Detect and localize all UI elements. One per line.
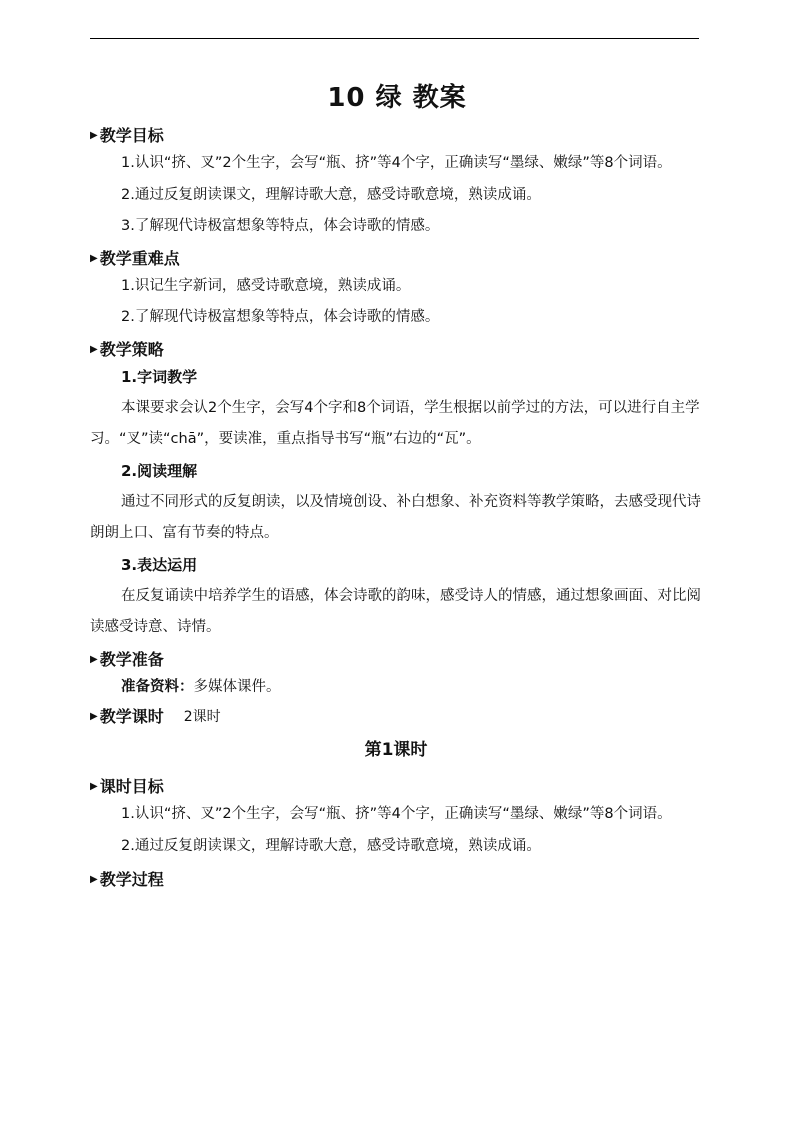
section-heading-key-points: ▶ 教学重难点 (90, 247, 702, 271)
triangle-bullet-icon: ▶ (90, 711, 98, 722)
triangle-bullet-icon: ▶ (90, 653, 98, 665)
section-heading-process: ▶ 教学过程 (90, 868, 702, 892)
preparation-label: 准备资料： (121, 678, 194, 695)
strategy-subheading: 3.表达运用 (121, 555, 198, 574)
triangle-bullet-icon: ▶ (90, 343, 98, 355)
header-rule (90, 38, 699, 39)
lesson-goal-item: 2.通过反复朗读课文，理解诗歌大意，感受诗歌意境，熟读成诵。 (121, 837, 541, 854)
goal-item: 1.认识“挤、叉”2个生字，会写“瓶、挤”等4个字，正确读写“墨绿、嫩绿”等8个词语。 (121, 155, 672, 171)
preparation-value: 多媒体课件。 (193, 678, 281, 695)
triangle-bullet-icon: ▶ (90, 781, 98, 792)
strategy-subheading: 1.字词教学 (121, 367, 198, 386)
strategy-text: 在反复诵读中培养学生的语感，体会诗歌的韵味，感受诗人的情感，通过想象画面、对比阅读感受诗意、诗情。 (90, 587, 701, 635)
document-title: 10 绿 教案 (327, 83, 467, 113)
section-heading-lesson-goals: ▶ 课时目标 (90, 775, 702, 799)
section-heading-strategy: ▶ 教学策略 (90, 338, 702, 362)
section-heading-preparation: ▶ 教学准备 (90, 648, 702, 672)
goal-item: 2.通过反复朗读课文，理解诗歌大意，感受诗歌意境，熟读成诵。 (121, 186, 541, 203)
strategy-text: 通过不同形式的反复朗读，以及情境创设、补白想象、补充资料等教学策略，去感受现代诗朗朗上口、富有节奏的特点。 (90, 493, 701, 541)
document-body (90, 124, 702, 892)
preparation-line (90, 672, 702, 704)
lesson-title: 第1课时 (364, 740, 428, 760)
key-point-item: 1.识记生字新词，感受诗歌意境，熟读成诵。 (121, 277, 411, 294)
triangle-bullet-icon: ▶ (90, 130, 98, 141)
lesson-goal-item: 1.认识“挤、叉”2个生字，会写“瓶、挤”等4个字，正确读写“墨绿、嫩绿”等8个词语。 (121, 806, 672, 822)
strategy-text: 本课要求会认2个生字，会写4个字和8个词语，学生根据以前学过的方法，可以进行自主学习。“叉”读“chā”，要读准，重点指导书写“瓶”右边的“瓦”。 (90, 399, 700, 447)
section-heading-goals: ▶ 教学目标 (90, 124, 702, 148)
triangle-bullet-icon: ▶ (90, 874, 98, 885)
triangle-bullet-icon: ▶ (90, 252, 98, 264)
goal-item: 3.了解现代诗极富想象等特点，体会诗歌的情感。 (121, 218, 440, 234)
key-point-item: 2.了解现代诗极富想象等特点，体会诗歌的情感。 (121, 309, 440, 325)
hours-value: 2课时 (183, 709, 221, 725)
section-heading-hours: ▶ 教学课时 2课时 (90, 705, 702, 729)
strategy-subheading: 2.阅读理解 (121, 461, 198, 480)
